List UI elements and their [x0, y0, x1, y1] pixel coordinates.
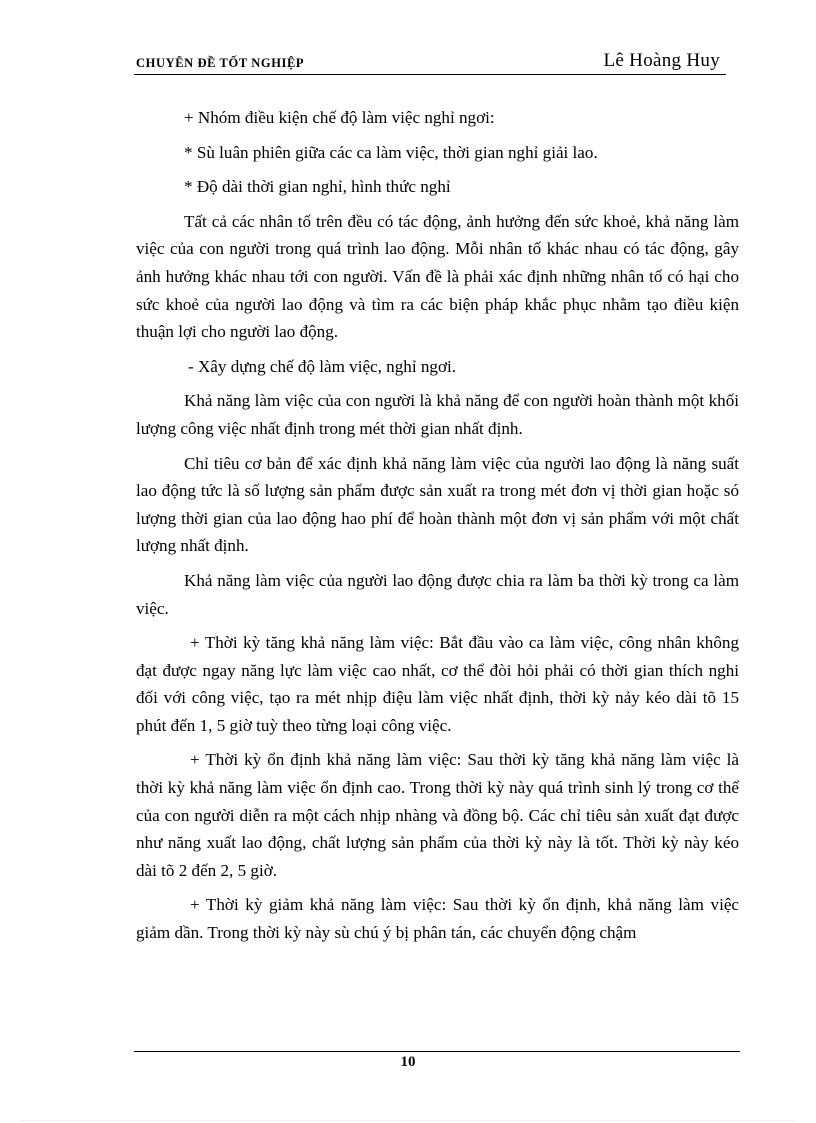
paragraph-stable-period: + Thời kỳ ổn định khả năng làm việc: Sau thời kỳ tăng khả năng làm việc là thời kỳ khả năng làm việc ổn định cao. Trong thời kỳ này quá trình sinh lý trong cơ thể của con người diễn ra một cách nhịp nhàng và đồng bộ. Các chỉ tiêu sản xuất đạt được như năng xuất lao động, chất lượng sản phẩm của thời kỳ này là tốt. Thời kỳ này kéo dài tõ 2 đến 2, 5 giờ. — [136, 750, 739, 880]
footer-divider — [134, 1051, 740, 1052]
paragraph-shift-rotation: * Sù luân phiên giữa các ca làm việc, thời gian nghỉ giải lao. — [184, 142, 598, 162]
page-number: 10 — [400, 1054, 416, 1070]
paragraph-work-rest-regime-heading: - Xây dựng chế độ làm việc, nghỉ ngơi. — [188, 356, 456, 376]
page-header — [134, 44, 726, 75]
header-document-type: CHUYÊN ĐỀ TỐT NGHIỆP — [136, 56, 305, 70]
paragraph-three-periods: Khả năng làm việc của người lao động được chia ra làm ba thời kỳ trong ca làm việc. — [136, 570, 739, 618]
paragraph-basic-indicator: Chỉ tiêu cơ bản để xác định khả năng làm việc của người lao động là năng suất lao động tức là số lượng sản phẩm được sản xuất ra trong mét đơn vị thời gian hoặc só lượng thời gian của lao động hao phí để hoàn thành một đơn vị sản phẩm với một chất lượng nhất định. — [136, 453, 739, 556]
paragraph-rest-conditions-heading: + Nhóm điều kiện chế độ làm việc nghỉ ngơi: — [184, 108, 495, 127]
page-body — [136, 104, 739, 954]
paragraph-decreasing-period: + Thời kỳ giảm khả năng làm việc: Sau thời kỳ ổn định, khả năng làm việc giảm dần. Trong thời kỳ này sù chú ý bị phân tán, các chuyển động chậm — [136, 895, 739, 943]
header-author-name: Lê Hoàng Huy — [603, 50, 720, 71]
paragraph-rest-duration: * Độ dài thời gian nghỉ, hình thức nghỉ — [184, 177, 451, 197]
paragraph-work-capacity-definition: Khả năng làm việc của con người là khả năng để con người hoàn thành một khối lượng công việc nhất định trong mét thời gian nhất định. — [136, 391, 739, 438]
paragraph-increasing-period: + Thời kỳ tăng khả năng làm việc: Bắt đầu vào ca làm việc, công nhân không đạt được ngay năng lực làm việc cao nhất, cơ thể đòi hỏi phải có thời gian thích nghi đối với công việc, tạo ra mét nhịp điệu làm việc nhất định, thời kỳ nảy kéo dài tõ 15 phút đến 1, 5 giờ tuỳ theo từng loại công việc. — [136, 633, 739, 735]
paragraph-factors-summary: Tất cả các nhân tố trên đều có tác động, ảnh hưởng đến sức khoẻ, khả năng làm việc của con người trong quá trình lao động. Mỗi nhân tố khác nhau có tác động, gây ảnh hưởng khác nhau tới con người. Vấn đề là phải xác định những nhân tố có hại cho sức khoẻ của người lao động và tìm ra các biện pháp khắc phục nhằm tạo điều kiện thuận lợi cho người lao động. — [136, 211, 739, 342]
page-bottom-edge — [20, 1120, 796, 1121]
